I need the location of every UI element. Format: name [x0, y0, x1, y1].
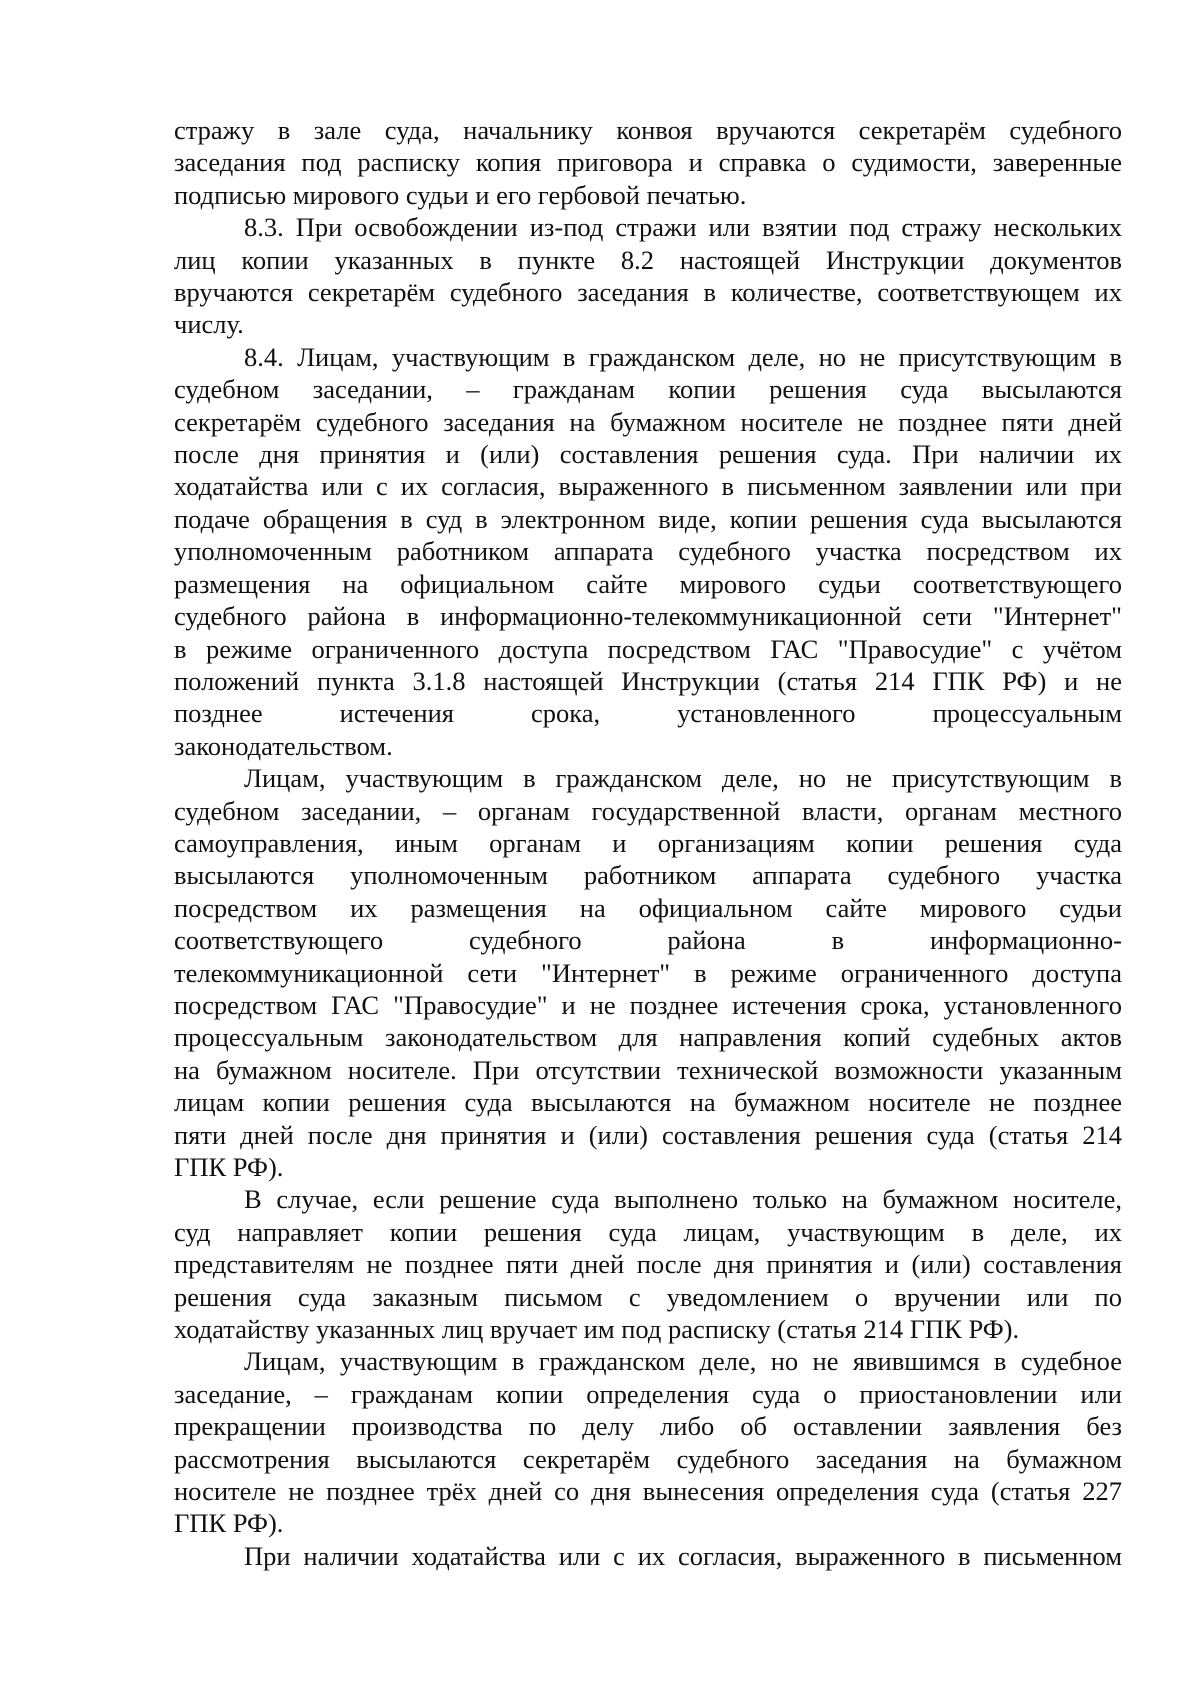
text-line: судебном заседании, – гражданам копии решения суда высылаются	[174, 374, 1122, 405]
text-line: При наличии ходатайства или с их согласия, выраженного в письменном	[244, 1540, 1122, 1571]
text-line: ходатайства или с их согласия, выраженного в письменном заявлении или при	[174, 471, 1122, 502]
text-line: положений пункта 3.1.8 настоящей Инструкции (статья 214 ГПК РФ) и не	[174, 665, 1122, 696]
text-line: 8.3. При освобождении из-под стражи или взятии под стражу нескольких	[244, 212, 1122, 243]
text-line: подписью мирового судьи и его гербовой печатью.	[174, 179, 747, 210]
text-line: заседание, – гражданам копии определения суда о приостановлении или	[174, 1378, 1122, 1409]
text-line: суд направляет копии решения суда лицам, участвующим в деле, их	[174, 1216, 1122, 1247]
text-line: ГПК РФ).	[174, 1508, 284, 1539]
text-line: заседания под расписку копия приговора и справка о судимости, заверенные	[174, 147, 1122, 178]
text-line: соответствующего судебного района в информационно-	[174, 925, 1122, 956]
text-line: судебного района в информационно-телекоммуникационной сети "Интернет"	[174, 601, 1122, 632]
text-line: носителе не позднее трёх дней со дня вынесения определения суда (статья 227	[174, 1476, 1122, 1507]
text-line: числу.	[174, 309, 244, 340]
text-line: прекращении производства по делу либо об оставлении заявления без	[174, 1411, 1122, 1442]
text-line: Лицам, участвующим в гражданском деле, но не присутствующим в	[244, 763, 1122, 794]
text-line: судебном заседании, – органам государственной власти, органам местного	[174, 795, 1122, 826]
paragraph	[174, 762, 1122, 1183]
text-line: стражу в зале суда, начальнику конвоя вручаются секретарём судебного	[174, 115, 1122, 145]
text-line: посредством ГАС "Правосудие" и не позднее истечения срока, установленного	[174, 989, 1122, 1020]
text-line: законодательством.	[174, 730, 393, 761]
text-line: лиц копии указанных в пункте 8.2 настоящей Инструкции документов	[174, 244, 1122, 275]
text-line: в режиме ограниченного доступа посредством ГАС "Правосудие" с учётом	[174, 633, 1122, 664]
text-line: пяти дней после дня принятия и (или) составления решения суда (статья 214	[174, 1119, 1122, 1150]
text-line: рассмотрения высылаются секретарём судебного заседания на бумажном	[174, 1443, 1122, 1474]
text-line: ГПК РФ).	[174, 1152, 284, 1182]
text-line: вручаются секретарём судебного заседания в количестве, соответствующем их	[174, 277, 1122, 308]
paragraph	[174, 1540, 1122, 1572]
text-line: самоуправления, иным органам и организациям копии решения суда	[174, 827, 1122, 858]
text-line: секретарём судебного заседания на бумажном носителе не позднее пяти дней	[174, 406, 1122, 437]
text-line: на бумажном носителе. При отсутствии технической возможности указанным	[174, 1054, 1122, 1085]
text-line: уполномоченным работником аппарата судебного участка посредством их	[174, 536, 1122, 567]
paragraph	[174, 1345, 1122, 1539]
text-line: высылаются уполномоченным работником аппарата судебного участка	[174, 860, 1122, 891]
text-line: представителям не позднее пяти дней после дня принятия и (или) составления	[174, 1249, 1122, 1280]
text-line: ходатайству указанных лиц вручает им под расписку (статья 214 ГПК РФ).	[174, 1314, 1020, 1345]
text-line: лицам копии решения суда высылаются на бумажном носителе не позднее	[174, 1087, 1122, 1118]
text-line: подаче обращения в суд в электронном виде, копии решения суда высылаются	[174, 503, 1122, 534]
paragraph	[174, 1183, 1122, 1345]
text-line: размещения на официальном сайте мирового судьи соответствующего	[174, 568, 1122, 599]
text-line: после дня принятия и (или) составления решения суда. При наличии их	[174, 439, 1122, 470]
paragraph	[174, 211, 1122, 341]
text-line: решения суда заказным письмом с уведомлением о вручении или по	[174, 1281, 1122, 1312]
text-line: 8.4. Лицам, участвующим в гражданском деле, но не присутствующим в	[244, 341, 1122, 372]
text-line: Лицам, участвующим в гражданском деле, но не явившимся в судебное	[244, 1346, 1122, 1377]
paragraph	[174, 341, 1122, 762]
text-line: посредством их размещения на официальном сайте мирового судьи	[174, 892, 1122, 923]
text-line: процессуальным законодательством для направления копий судебных актов	[174, 1022, 1122, 1053]
text-line: позднее истечения срока, установленного процессуальным	[174, 698, 1122, 729]
text-line: телекоммуникационной сети "Интернет" в режиме ограниченного доступа	[174, 957, 1122, 988]
paragraph	[174, 114, 1122, 211]
document-page	[174, 114, 1122, 1572]
text-line: В случае, если решение суда выполнено только на бумажном носителе,	[244, 1184, 1122, 1215]
